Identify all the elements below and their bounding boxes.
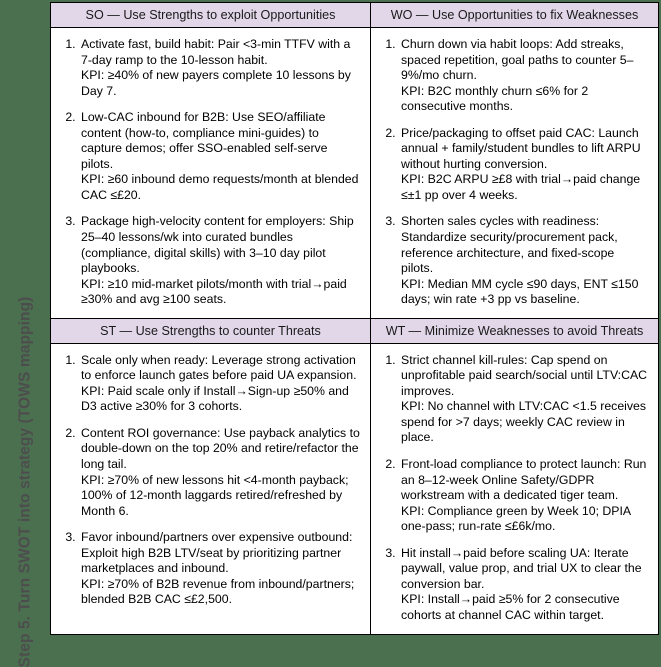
list-item [399, 457, 648, 535]
slide-step-label [0, 0, 50, 667]
quadrant-st-list [57, 353, 360, 608]
list-item [399, 546, 648, 624]
list-item [79, 530, 360, 608]
strategy-text: Churn down via habit loops: Add streaks, spaced repetition, goal paths to counter 5–9%/mo churn. [401, 37, 634, 83]
kpi-text: KPI: Paid scale only if Install→Sign-up ≥50% and D3 active ≥30% for 3 cohorts. [81, 383, 349, 414]
list-item [399, 37, 648, 115]
table-row-headers-bottom [51, 318, 659, 343]
kpi-text: KPI: ≥70% of new lessons hit <4-month payback; 100% of 12-month laggards retired/refreshed by Month 6. [81, 472, 349, 518]
table-row-body-bottom [51, 343, 659, 634]
strategy-text: Hit install→paid before scaling UA: Iterate paywall, value prop, and trial UX to clear the conversion bar. [401, 545, 642, 591]
quadrant-body-st [51, 343, 371, 634]
kpi-text: KPI: ≥70% of B2B revenue from inbound/partners; blended B2B CAC ≤£2,500. [81, 576, 355, 607]
kpi-text: KPI: Median MM cycle ≤90 days, ENT ≤150 days; win rate +3 pp vs baseline. [401, 276, 639, 307]
kpi-text: KPI: ≥10 mid-market pilots/month with trial→paid ≥30% and avg ≥100 seats. [81, 276, 347, 307]
list-item [79, 110, 360, 203]
quadrant-body-wo [371, 28, 659, 319]
quadrant-body-wt [371, 343, 659, 634]
table-row-headers-top [51, 3, 659, 28]
strategy-text: Shorten sales cycles with readiness: Standardize security/procurement pack, reference architecture, and fixed-scope pilots. [401, 214, 618, 276]
list-item [399, 126, 648, 204]
tows-matrix-table [50, 2, 659, 635]
list-item [399, 214, 648, 307]
strategy-text: Front-load compliance to protect launch: Run an 8–12-week Online Safety/GDPR workstream with a dedicated tiger team. [401, 457, 647, 503]
strategy-text: Scale only when ready: Leverage strong activation to enforce launch gates before paid UA expansion. [81, 352, 357, 383]
strategy-text: Package high-velocity content for employers: Ship 25–40 lessons/wk into curated bundles (compliance, digital skills) with 3–10 day pilot playbooks. [81, 214, 354, 276]
quadrant-wo-list [377, 37, 648, 308]
kpi-text: KPI: B2C monthly churn ≤6% for 2 consecutive months. [401, 83, 589, 114]
kpi-text: KPI: ≥60 inbound demo requests/month at blended CAC ≤£20. [81, 172, 359, 202]
list-item [79, 214, 360, 307]
kpi-text: KPI: No channel with LTV:CAC <1.5 receives spend for >7 days; weekly CAC review in place. [401, 399, 647, 445]
list-item [79, 426, 360, 519]
strategy-text: Favor inbound/partners over expensive outbound: Exploit high B2B LTV/seat by prioritizing partner marketplaces and inbound. [81, 530, 353, 576]
kpi-text: KPI: Compliance green by Week 10; DPIA one-pass; run-rate ≤£6k/mo. [401, 503, 631, 534]
quadrant-body-so [51, 28, 371, 319]
strategy-text: Activate fast, build habit: Pair <3-min TTFV with a 7-day ramp to the 10-lesson habit. [81, 37, 351, 67]
strategy-text: Strict channel kill-rules: Cap spend on unprofitable paid search/social until LTV:CAC improves. [401, 352, 648, 398]
kpi-text: KPI: B2C ARPU ≥£8 with trial→paid change ≤±1 pp over 4 weeks. [401, 172, 641, 202]
table-row-body-top [51, 28, 659, 319]
slide-step-label-text: Step 5. Turn SWOT into strategy (TOWS mapping) [16, 296, 33, 667]
list-item [399, 353, 648, 446]
list-item [79, 353, 360, 415]
strategy-text: Price/packaging to offset paid CAC: Launch annual + family/student bundles to lift ARPU without hurting conversion. [401, 125, 641, 171]
quadrant-header-wo: WO — Use Opportunities to fix Weaknesses [371, 3, 659, 28]
kpi-text: KPI: Install→paid ≥5% for 2 consecutive cohorts at channel CAC within target. [401, 592, 620, 622]
quadrant-header-so: SO — Use Strengths to exploit Opportunities [51, 3, 371, 28]
quadrant-header-wt: WT — Minimize Weaknesses to avoid Threats [371, 318, 659, 343]
list-item [79, 37, 360, 99]
quadrant-wt-list [377, 353, 648, 624]
kpi-text: KPI: ≥40% of new payers complete 10 lessons by Day 7. [81, 68, 351, 98]
strategy-text: Low-CAC inbound for B2B: Use SEO/affiliate content (how-to, compliance mini-guides) to capture demos; offer SSO-enabled self-serve pilots. [81, 110, 328, 171]
strategy-text: Content ROI governance: Use payback analytics to double-down on the top 20% and retire/refactor the long tail. [81, 425, 360, 472]
quadrant-so-list [57, 37, 360, 308]
quadrant-header-st: ST — Use Strengths to counter Threats [51, 318, 371, 343]
